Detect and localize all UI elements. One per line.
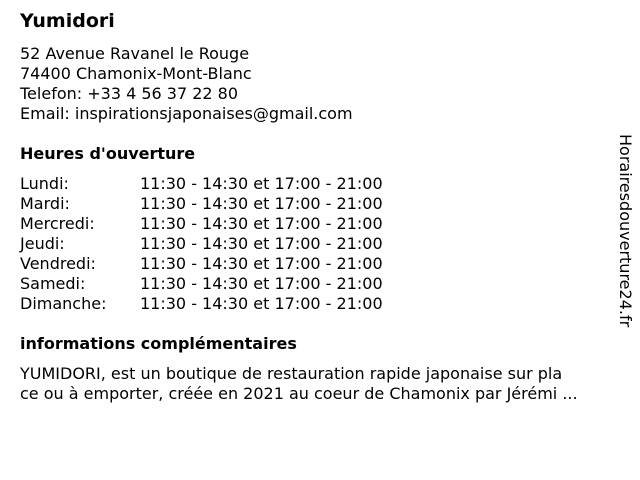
day-label: Mardi: bbox=[20, 194, 70, 213]
time-range: 11:30 - 14:30 et 17:00 - 21:00 bbox=[140, 294, 383, 313]
time-range: 11:30 - 14:30 et 17:00 - 21:00 bbox=[140, 254, 383, 273]
time-range: 11:30 - 14:30 et 17:00 - 21:00 bbox=[140, 174, 383, 193]
street-address: 52 Avenue Ravanel le Rouge bbox=[20, 44, 250, 63]
day-label: Vendredi: bbox=[20, 254, 96, 273]
site-watermark: Horairesdouverture24.fr bbox=[616, 134, 635, 328]
phone-number: Telefon: +33 4 56 37 22 80 bbox=[20, 84, 239, 103]
info-heading: informations complémentaires bbox=[20, 334, 297, 353]
day-label: Jeudi: bbox=[20, 234, 65, 253]
day-label: Mercredi: bbox=[20, 214, 95, 233]
time-range: 11:30 - 14:30 et 17:00 - 21:00 bbox=[140, 234, 383, 253]
time-range: 11:30 - 14:30 et 17:00 - 21:00 bbox=[140, 214, 383, 233]
time-range: 11:30 - 14:30 et 17:00 - 21:00 bbox=[140, 194, 383, 213]
address-block bbox=[20, 44, 353, 124]
info-line-1: YUMIDORI, est un boutique de restauration rapide japonaise sur pla bbox=[20, 364, 563, 383]
email-address: Email: inspirationsjaponaises@gmail.com bbox=[20, 104, 353, 123]
day-label: Samedi: bbox=[20, 274, 86, 293]
hours-heading: Heures d'ouverture bbox=[20, 144, 196, 163]
info-description bbox=[20, 364, 630, 404]
info-line-2: ce ou à emporter, créée en 2021 au coeur de Chamonix par Jérémi ... bbox=[20, 384, 578, 403]
day-label: Dimanche: bbox=[20, 294, 107, 313]
day-label: Lundi: bbox=[20, 174, 69, 193]
city-address: 74400 Chamonix-Mont-Blanc bbox=[20, 64, 252, 83]
business-name: Yumidori bbox=[20, 10, 115, 32]
time-range: 11:30 - 14:30 et 17:00 - 21:00 bbox=[140, 274, 383, 293]
